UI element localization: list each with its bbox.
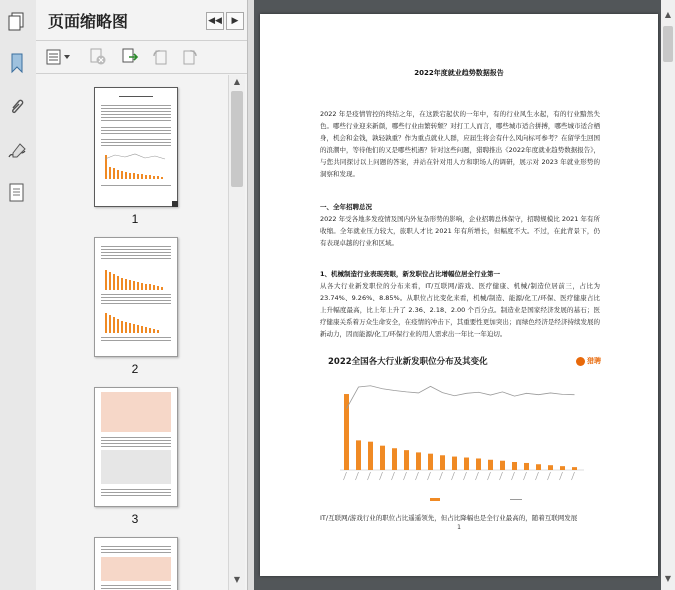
- chart-category-tick: [416, 472, 419, 480]
- brand-logo: [576, 356, 601, 366]
- chart-bar: [500, 461, 505, 470]
- chart-category-tick: [560, 472, 563, 480]
- chart-category-tick: [464, 472, 467, 480]
- chart-category-tick: [368, 472, 371, 480]
- pages-icon[interactable]: [6, 10, 28, 32]
- chart-bar: [368, 442, 373, 470]
- thumbnail-list: [42, 75, 228, 590]
- bookmark-icon[interactable]: [6, 52, 28, 74]
- thumbnail-panel: [36, 0, 248, 590]
- chart-category-tick: [500, 472, 503, 480]
- document-scrollbar[interactable]: [661, 0, 675, 590]
- chart-change-line: [347, 386, 575, 409]
- rotate-right-icon[interactable]: [180, 47, 200, 67]
- extract-pages-icon[interactable]: [120, 47, 140, 67]
- thumbnail-page-3[interactable]: [94, 387, 178, 507]
- chart-bar: [512, 462, 517, 470]
- chart-bar: [524, 463, 529, 470]
- chart-category-tick: [344, 472, 347, 480]
- section-paragraph-2: 从各大行业新发职位的分布来看，IT/互联网/游戏、医疗健康、机械/制造位居前三，占比为 23.74%、9.26%、8.85%。从职位占比变化来看，机械/制造、能源/化工/环保、医疗健康占比上升幅度最高，比上年上升了 2.36、2.18、2.00 个百分点。制造业是国家经济发展的基石；医疗健康关系着万众生命安全，在疫情的冲击下，其重要性更加突出；而绿色经济是经济持续发展的新动力，因而能源/化工/环保行业的用人需求出一年比一年迫切。: [320, 282, 600, 338]
- panel-header: [36, 0, 247, 41]
- chart-bar: [536, 464, 541, 470]
- scrollbar-thumb[interactable]: [231, 91, 243, 187]
- chart-bar: [380, 446, 385, 470]
- chart-category-tick: [440, 472, 443, 480]
- chart-category-tick: [512, 472, 515, 480]
- page-number: 1: [457, 524, 461, 531]
- chart-category-tick: [488, 472, 491, 480]
- doc-scroll-up-icon[interactable]: ▲: [664, 10, 672, 19]
- chart-bar: [404, 450, 409, 470]
- intro-paragraph: 2022 年是疫情管控的终结之年，在这跌宕起伏的一年中，有的行业风生水起，有的行业黯然失色。哪些行业迎来新颜，哪些行业由繁转颓？对打工人而言，哪些城市适合拼搏，哪些城市适合栖身，机会和金钱，孰轻孰重？作为重点就业人群，应届生将会有什么风向标可参考？在留学生回国的浪潮中，等待他们的又是哪些机遇？针对这些问题，猎聘推出《2022年度就业趋势数据报告》，与您共同探讨以上问题的答案，并站在针对用人方和职场人的调研，展示对 2023 年就业形势的洞察和发现。: [320, 110, 600, 178]
- thumbnail-toolbar: [36, 41, 247, 74]
- chart-category-tick: [548, 472, 551, 480]
- expand-panel-button[interactable]: [226, 12, 244, 30]
- delete-pages-icon[interactable]: [88, 47, 108, 67]
- thumbnail-label-2: 2: [131, 362, 139, 376]
- chart-bar: [440, 455, 445, 470]
- thumbnail-label-3: 3: [131, 512, 139, 526]
- after-chart-paragraph: IT/互联网/游戏行业的职位占比遥遥领先，但占比降幅也是全行业最高的，随着互联网发展: [320, 514, 578, 522]
- collapse-panel-button[interactable]: [206, 12, 224, 30]
- document-title: 2022年度就业趋势数据报告: [414, 69, 504, 77]
- chart-category-tick: [392, 472, 395, 480]
- chart-bar: [548, 465, 553, 470]
- thumbnail-label-1: 1: [131, 212, 139, 226]
- chart-bar: [560, 466, 565, 470]
- scroll-down-icon[interactable]: ▼: [233, 575, 241, 584]
- section-heading-1: 一、全年招聘总况: [320, 203, 372, 211]
- section-paragraph-1: 2022 年受各地多发疫情及国内外复杂形势的影响，企业招聘总体保守，招聘规模比 2021 年有所收缩。全年就业压力较大，旅职人才比 2021 年有所增长，但幅度不大。不过，在此背景下，仍有表现卓越的行业和区域。: [320, 215, 600, 247]
- panel-title: 页面缩略图: [48, 12, 129, 31]
- document-view: [254, 0, 675, 590]
- chart-bar: [464, 458, 469, 470]
- chart-category-tick: [452, 472, 455, 480]
- attachment-icon[interactable]: [6, 96, 28, 118]
- doc-scrollbar-thumb[interactable]: [663, 26, 673, 62]
- logo-icon: [576, 357, 585, 366]
- double-left-arrow-icon: ◀◀: [208, 16, 222, 26]
- chart-bar: [416, 452, 421, 470]
- logo-text: 猎聘: [587, 357, 601, 365]
- navigation-rail: [0, 0, 37, 590]
- chart-category-tick: [536, 472, 539, 480]
- doc-scroll-down-icon[interactable]: ▼: [664, 574, 672, 583]
- industry-bar-chart: [260, 366, 658, 516]
- chart-category-tick: [572, 472, 575, 480]
- chart-bar: [392, 448, 397, 470]
- chart-bar: [356, 440, 361, 470]
- thumbnail-page-4[interactable]: [94, 537, 178, 590]
- options-menu-button[interactable]: [46, 47, 72, 67]
- thumbnail-page-2[interactable]: [94, 237, 178, 357]
- thumbnail-page-1[interactable]: [94, 87, 178, 207]
- chart-category-tick: [404, 472, 407, 480]
- rotate-left-icon[interactable]: [150, 47, 170, 67]
- chart-category-tick: [356, 472, 359, 480]
- document-page: [260, 14, 658, 576]
- chart-category-tick: [476, 472, 479, 480]
- chart-bar: [452, 457, 457, 470]
- chart-category-tick: [380, 472, 383, 480]
- chart-title: 2022全国各大行业新发职位分布及其变化: [328, 357, 488, 367]
- chart-bar: [476, 458, 481, 470]
- right-arrow-icon: ▶: [231, 16, 239, 26]
- chart-category-tick: [524, 472, 527, 480]
- legend-swatch-bar: [430, 498, 440, 501]
- thumbnail-scrollbar[interactable]: [228, 75, 245, 590]
- chart-bar: [488, 460, 493, 470]
- layers-icon[interactable]: [6, 182, 28, 204]
- section-heading-2: 1、机械制造行业表现亮眼，新发职位占比增幅位居全行业第一: [320, 270, 501, 278]
- chart-bar: [572, 467, 577, 470]
- scroll-up-icon[interactable]: ▲: [233, 77, 241, 86]
- chart-bar: [428, 454, 433, 470]
- chart-category-tick: [428, 472, 431, 480]
- signature-icon[interactable]: [6, 140, 28, 162]
